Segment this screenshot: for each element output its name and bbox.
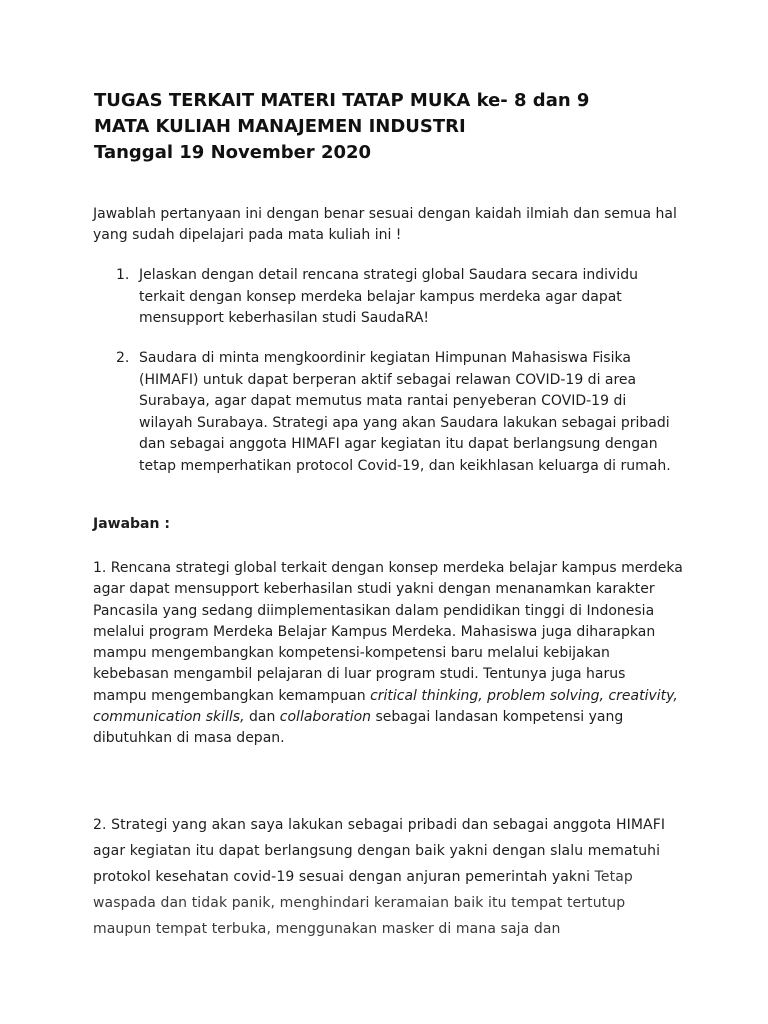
answer-1-paragraph — [93, 558, 683, 750]
document-heading — [94, 88, 714, 166]
question-2 — [116, 348, 676, 477]
answer-1-text-b: dan — [244, 709, 280, 726]
answer-2-text-b: Tetap waspada dan tidak panik, menghindari keramaian baik itu tempat tertutup maupun tempat terbuka, menggunakan masker di mana saja dan — [93, 869, 633, 937]
answer-1-text-a: 1. Rencana strategi global terkait dengan konsep merdeka belajar kampus merdeka agar dapat mensupport keberhasilan studi yakni dengan menanamkan karakter Pancasila yang sedang diimplementasikan dalam pendidikan tinggi di Indonesia melalui program Merdeka Belajar Kampus Merdeka. Mahasiswa juga diharapkan mampu mengembangkan kompetensi-kompetensi baru melalui kebijakan kebebasan mengambil pelajaran di luar program studi. Tentunya juga harus mampu mengembangkan kemampuan — [93, 560, 683, 704]
intro-paragraph: Jawablah pertanyaan ini dengan benar sesuai dengan kaidah ilmiah dan semua hal yang sudah dipelajari pada mata kuliah ini ! — [93, 206, 677, 243]
question-1-text: Jelaskan dengan detail rencana strategi global Saudara secara individu terkait dengan konsep merdeka belajar kampus merdeka agar dapat mensupport keberhasilan studi SaudaRA! — [139, 267, 638, 326]
answer-1-italic-skills: critical thinking, problem solving, creativity, communication skills, — [93, 687, 678, 726]
answer-2-paragraph — [93, 812, 683, 942]
heading-line-2: MATA KULIAH MANAJEMEN INDUSTRI — [94, 116, 466, 137]
answer-1-italic-collaboration: collaboration — [279, 709, 372, 726]
heading-line-1: TUGAS TERKAIT MATERI TATAP MUKA ke- 8 dan 9 — [94, 90, 590, 111]
answer-2-text-a: 2. Strategi yang akan saya lakukan sebagai pribadi dan sebagai anggota HIMAFI agar kegiatan itu dapat berlangsung dengan baik yakni dengan slalu mematuhi protokol kesehatan covid-19 sesuai dengan anjuran pemerintah yakni — [93, 817, 666, 885]
question-1-number: 1. — [116, 267, 130, 283]
question-2-text: Saudara di minta mengkoordinir kegiatan Himpunan Mahasiswa Fisika (HIMAFI) untuk dapat berperan aktif sebagai relawan COVID-19 di area Surabaya, agar dapat memutus mata rantai penyeberan COVID-19 di wilayah Surabaya. Strategi apa yang akan Saudara lakukan sebagai pribadi dan sebagai anggota HIMAFI agar kegiatan itu dapat berlangsung dengan tetap memperhatikan protocol Covid-19, dan keikhlasan keluarga di rumah. — [139, 350, 671, 474]
question-1 — [116, 265, 676, 330]
question-2-number: 2. — [116, 350, 130, 366]
answers-label: Jawaban : — [93, 516, 170, 532]
heading-line-3: Tanggal 19 November 2020 — [94, 142, 372, 163]
answer-1-text-c: sebagai landasan kompetensi yang dibutuhkan di masa depan. — [93, 709, 624, 747]
